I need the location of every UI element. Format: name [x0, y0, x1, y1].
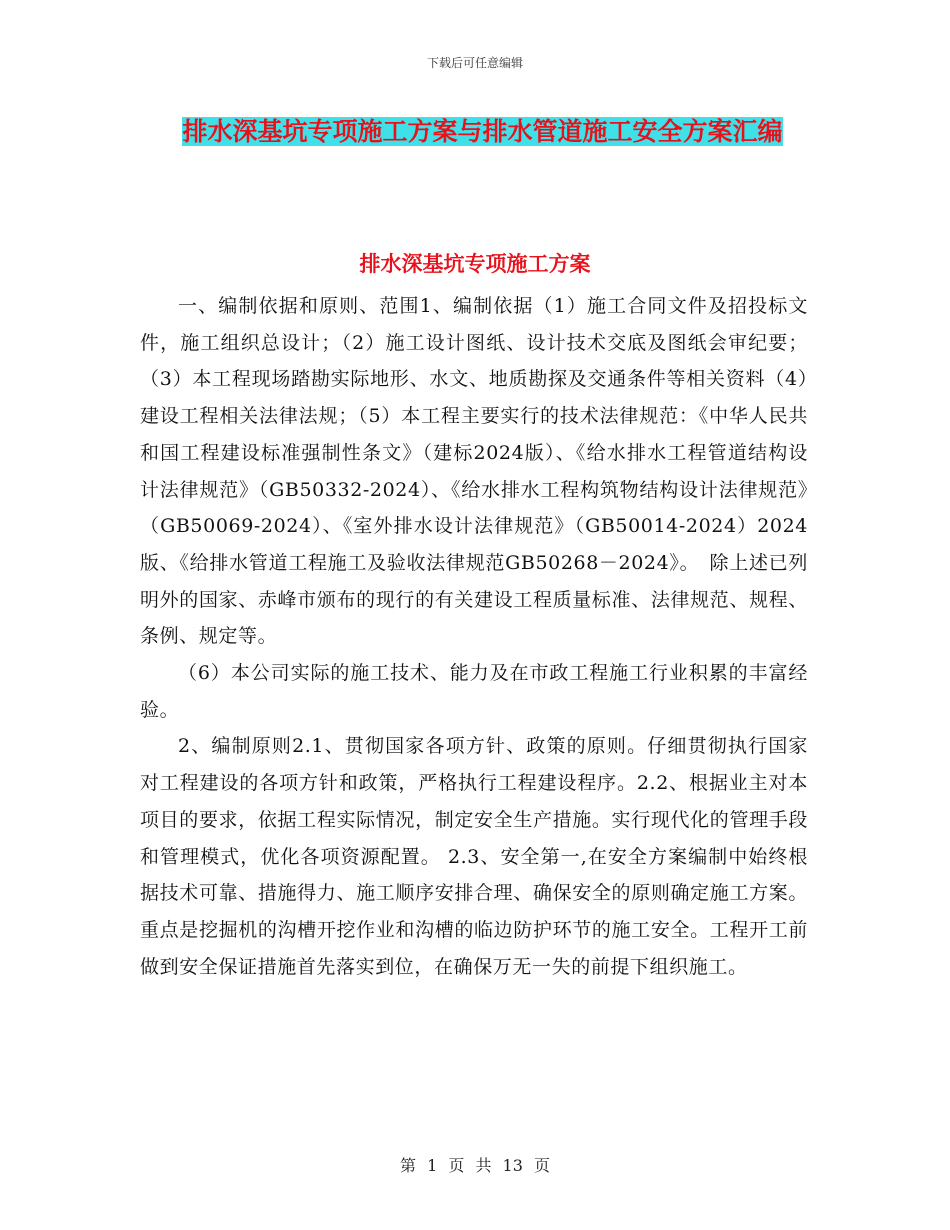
paragraph-principles: 2、编制原则2.1、贯彻国家各项方针、政策的原则。仔细贯彻执行国家对工程建设的各项方针和政策，严格执行工程建设程序。2.2、根据业主对本项目的要求，依据工程实际情况，制定安全生产措施。实行现代化的管理手段和管理模式，优化各项资源配置。 2.3、安全第一,在安全方案编制中始终根据技术可靠、措施得力、施工顺序安排合理、确保安全的原则确定施工方案。重点是挖掘机的沟槽开挖作业和沟槽的临边防护环节的施工安全。工程开工前做到安全保证措施首先落实到位，在确保万无一失的前提下组织施工。 — [140, 735, 808, 978]
page-header-note: 下载后可任意编辑 — [426, 56, 523, 70]
paragraph-basis: 一、编制依据和原则、范围1、编制依据（1）施工合同文件及招投标文件，施工组织总设计；（2）施工设计图纸、设计技术交底及图纸会审纪要；（3）本工程现场踏勘实际地形、水文、地质勘探及交通条件等相关资料（4）建设工程相关法律法规；（5）本工程主要实行的技术法律规范：《中华人民共和国工程建设标准强制性条文》（建标2024版）、《给水排水工程管道结构设计法律规范》（GB50332-2024）、《给水排水工程构筑物结构设计法律规范》（GB50069-2024）、《室外排水设计法律规范》（GB50014-2024）2024版、《给排水管道工程施工及验收法律规范GB50268－2024》。 除上述已列明外的国家、赤峰市颁布的现行的有关建设工程质量标准、法律规范、规程、条例、规定等。 — [140, 295, 808, 648]
section-title: 排水深基坑专项施工方案 — [359, 252, 591, 276]
body-text — [140, 288, 808, 985]
page-footer: 第 1 页 共 13 页 — [400, 1156, 550, 1175]
document-title-highlight: 排水深基坑专项施工方案与排水管道施工安全方案汇编 — [182, 117, 783, 146]
paragraph-experience: （6）本公司实际的施工技术、能力及在市政工程施工行业积累的丰富经验。 — [140, 662, 808, 721]
document-title — [150, 108, 815, 156]
